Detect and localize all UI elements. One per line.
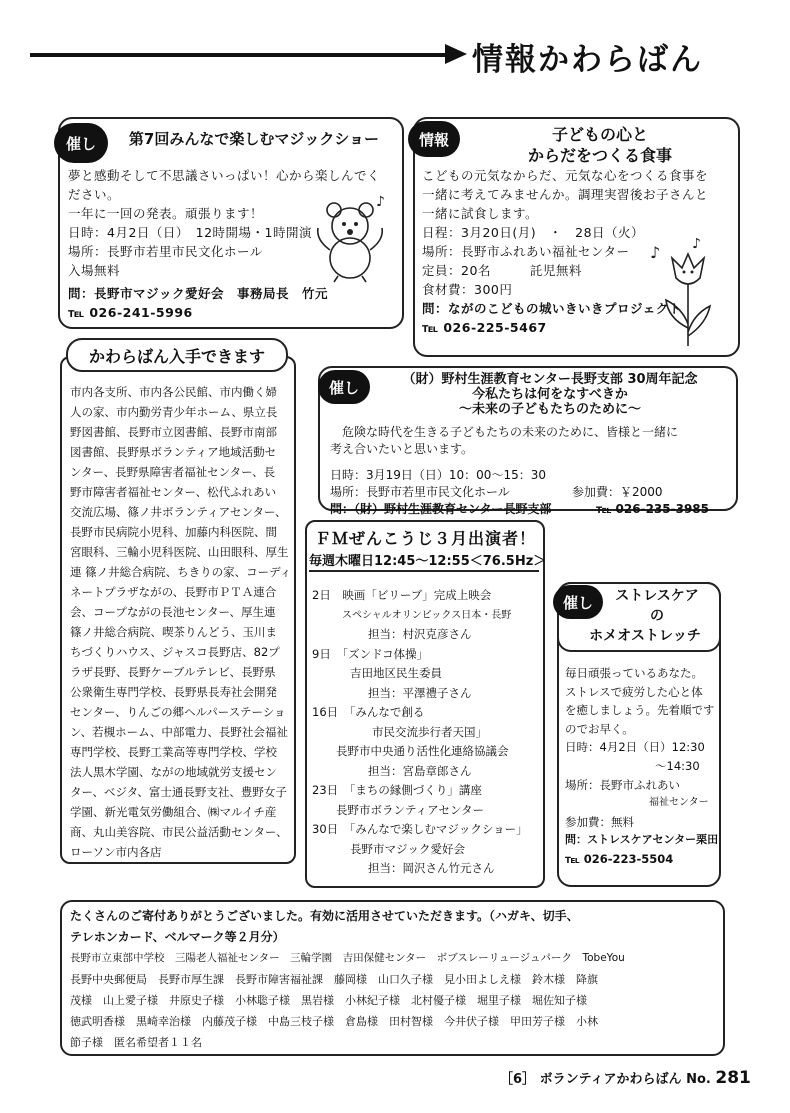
title-line: ストレスケア (615, 588, 699, 604)
text-line: 30日 「みんなで楽しむマジックショー」 (312, 822, 528, 836)
text-line: 23日 「まちの縁側づくり」講座 (312, 783, 482, 797)
page-footer (500, 1068, 751, 1088)
text-line: こどもの元気なからだ、元気な心をつくる食事を (422, 168, 709, 183)
text-line: 一緒に考えてみませんか。調理実習後お子さんと (422, 187, 709, 202)
thanks-heading: たくさんのご寄付ありがとうございました。有効に活用させていただきます。（ハガキ、切手、 (70, 909, 579, 923)
text-line: ストレスで疲労した心と体 (565, 684, 703, 699)
donor-line: 節子様 匿名希望者１１名 (70, 1036, 202, 1049)
fm-subtitle: 毎週木曜日12:45～12:55＜76.5Hz＞ (309, 554, 547, 569)
phone-text: ℡ 026-235-3985 (596, 502, 710, 516)
issue-number: 281 (715, 1068, 751, 1088)
text-line: 担当：平澤禮子さん (368, 685, 472, 700)
magic-show-title: 第7回みんなで楽しむマジックショー (108, 121, 400, 155)
text-line: 危険な時代を生きる子どもたちの未来のために、皆様と一緒に (342, 425, 679, 439)
phone-line: ℡ 026-223-5504 (565, 851, 674, 866)
text-line: 長野市マジック愛好会 (350, 841, 465, 856)
text-line: 一年に一回の発表。頑張ります！ (68, 206, 264, 221)
text-line: 野図書館、長野市立図書館、長野市南部 (70, 425, 277, 439)
text-line: ださい。 (68, 187, 121, 202)
place-line (330, 484, 734, 501)
distribution-body (70, 382, 292, 862)
text-line: 場所：長野市若里市民文化ホール (68, 244, 263, 259)
text-line: 日時：4月2日（日）12:30 (565, 740, 705, 755)
text-line: 長野市民病院小児科、加藤内科医院、間 (70, 525, 277, 539)
text-line: 篠ノ井総合病院、喫茶りんどう、玉川ま (70, 625, 277, 639)
contact-line: 問：長野市マジック愛好会 事務局長 竹元 (68, 286, 329, 301)
fm-title: ＦＭぜんこうじ３月出演者！ (315, 529, 537, 548)
svg-text:♪: ♪ (650, 243, 661, 262)
text-line: ネートプラザながの、長野市ＰＴＡ連合 (70, 585, 277, 599)
page-number: ［6］ (500, 1072, 536, 1087)
text-line: のでお早く。 (565, 721, 634, 736)
contact-line: 問：ながのこどもの城いきいきプロジェクト (422, 301, 682, 316)
title-line: の (650, 608, 664, 624)
title-line: ～未来の子どもたちのために～ (458, 402, 641, 417)
text-line: 野市障害者福祉センター、松代ふれあい (70, 485, 277, 499)
text-line: 福祉センター (649, 797, 709, 809)
stress-body (565, 664, 717, 869)
text-line: 長野市ボランティアセンター (336, 802, 485, 817)
text-line: 2日 映画「ビリーブ」完成上映会 (312, 588, 492, 602)
contact-line (330, 501, 734, 518)
title-line: ホメオストレッチ (589, 628, 701, 644)
title-line: 今私たちは何をなすべきか (472, 387, 628, 402)
text-line: ン、若槻ホーム、中部電力、長野社会福祉 (70, 725, 288, 739)
phone-line: ℡ 026-225-5467 (422, 320, 547, 335)
kids-food-title (470, 124, 730, 166)
svg-text:♪: ♪ (692, 238, 701, 252)
text-line: 担当：村沢克彦さん (368, 627, 472, 641)
text-line: 入場無料 (68, 263, 121, 278)
text-line: 交流広場、篠ノ井ボランティアセンター、 (70, 505, 287, 519)
tulip-illustration-icon (648, 238, 728, 350)
donor-line: 長野市立東部中学校 三陽老人福祉センター 三輪学園 吉田保健センター ボブスレーリュージュパーク TobeYou (70, 952, 625, 964)
text-line: 担当：岡沢さん竹元さん (368, 861, 495, 875)
text-line: 宮眼科、三輪小児科医院、山田眼科、厚生 (70, 545, 289, 559)
header-rule (30, 53, 460, 57)
text-line: 考え合いたいと思います。 (330, 442, 474, 456)
svg-text:♪: ♪ (376, 194, 385, 210)
donor-line: 長野中央郵便局 長野市厚生課 長野市障害福祉課 藤岡様 山口久子様 見小田よしえ様 鈴木様 降旗 (70, 973, 598, 986)
text-line: 一緒に試食します。 (422, 206, 539, 221)
title-line: からだをつくる食事 (527, 146, 672, 165)
text-line: 法人黒木学園、ながの地域就労支援セン (70, 765, 277, 779)
issue-label: No. (686, 1072, 711, 1087)
fm-body (312, 586, 542, 879)
text-line: スペシャルオリンピックス日本・長野 (342, 609, 512, 621)
text-line: 担当：宮島章郎さん (368, 763, 472, 778)
event-tag: 催し (318, 370, 370, 404)
event-tag: 催し (553, 585, 603, 619)
donor-line: 茂様 山上愛子様 井原史子様 小林聡子様 黒岩様 小林紀子様 北村優子様 堀里子様 堀佐知子様 (70, 994, 587, 1007)
text-line: ～14:30 (655, 758, 700, 773)
nomura-title (370, 372, 730, 417)
text-line: 市内各支所、市内各公民館、市内働く婦 (70, 385, 277, 399)
publication-name: ボランティアかわらばん (539, 1072, 682, 1087)
event-tag: 催し (54, 123, 108, 163)
contact-text: 問：（財）野村生涯教育センター長野支部 (330, 502, 552, 516)
text-line: 長野市中央通り活性化連絡協議会 (336, 744, 509, 758)
fm-divider (309, 570, 539, 572)
text-line: 専門学校、長野工業高等専門学校、学校 (70, 745, 277, 759)
page-title: 情報かわらばん (472, 42, 703, 78)
fee-text: 参加費：￥2000 (572, 485, 663, 499)
title-line: （財）野村生涯教育センター長野支部 30周年記念 (402, 372, 698, 387)
info-tag: 情報 (408, 121, 460, 157)
text-line: 16日 「みんなで創る (312, 705, 425, 719)
text-line: 連 篠ノ井総合病院、ちきりの家、コーディ (70, 565, 292, 579)
text-line: 場所：長野市ふれあい福祉センター (422, 244, 630, 259)
date-line: 日時：3月19日（日）10：00～15：30 (330, 468, 546, 482)
text-line: 人の家、市内勤労青少年ホーム、県立長 (70, 405, 278, 419)
text-line: を癒しましょう。先着順です (565, 703, 715, 718)
text-line: 公衆衛生専門学校、長野県長寿社会開発 (70, 685, 277, 699)
stress-title (589, 586, 718, 646)
text-line: ンター、長野県障害者福祉センター、長 (70, 465, 276, 479)
text-line: ラザ長野、長野ケーブルテレビ、長野県 (70, 665, 276, 679)
text-line: 夢と感動そして不思議さいっぱい！心から楽しんでく (68, 168, 381, 183)
text-line: 会、コープながの長池センター、厚生連 (70, 605, 276, 619)
text-line: 日程：3月20日(月) ・ 28日（火） (422, 225, 645, 240)
place-text: 場所：長野市若里市民文化ホール (330, 485, 510, 499)
text-line: ローソン市内各店 (70, 845, 162, 859)
text-line: 食材費：300円 (422, 282, 513, 297)
text-line: 参加費：無料 (565, 814, 634, 829)
donor-line: 徳武明香様 黒崎幸治様 内藤茂子様 中島三枝子様 倉島様 田村智様 今井伏子様 甲田芳子様 小林 (70, 1015, 598, 1028)
text-line: 9日 「ズンドコ体操」 (312, 646, 429, 661)
phone-line: ℡ 026-241-5996 (68, 305, 193, 320)
title-line: 子どもの心と (551, 125, 648, 144)
text-line: 場所：長野市ふれあい (565, 777, 680, 792)
bear-illustration-icon (310, 192, 390, 284)
text-line: 市民交流歩行者天国」 (372, 724, 487, 739)
text-line: 学園、新光電気労働組合、㈱マルイチ産 (70, 805, 277, 819)
text-line: センター、りんごの郷ヘルパーステーショ (70, 705, 286, 719)
text-line: 図書館、長野県ボランティア地域活動セ (70, 445, 277, 459)
text-line: 商、丸山美容院、市民公益活動センター、 (70, 825, 288, 839)
thanks-body (70, 906, 720, 1053)
text-line: ター、ベジタ、富士通長野支社、豊野女子 (70, 785, 287, 799)
text-line: ちづくりハウス、ジャスコ長野店、82プ (70, 645, 280, 659)
nomura-body (330, 424, 734, 518)
header-rule-end (445, 44, 467, 64)
text-line: 吉田地区民生委員 (350, 666, 442, 680)
thanks-heading: テレホンカード、ベルマーク等２月分） (70, 930, 285, 944)
text-line: 毎日頑張っているあなた。 (565, 666, 703, 680)
contact-line: 問：ストレスケアセンター栗田 (565, 833, 719, 847)
text-line: 定員：20名 託児無料 (422, 263, 582, 278)
text-line: 日時：4月2日（日） 12時開場・1時開演 (68, 225, 313, 240)
distribution-title: かわらばん入手できます (66, 338, 288, 372)
